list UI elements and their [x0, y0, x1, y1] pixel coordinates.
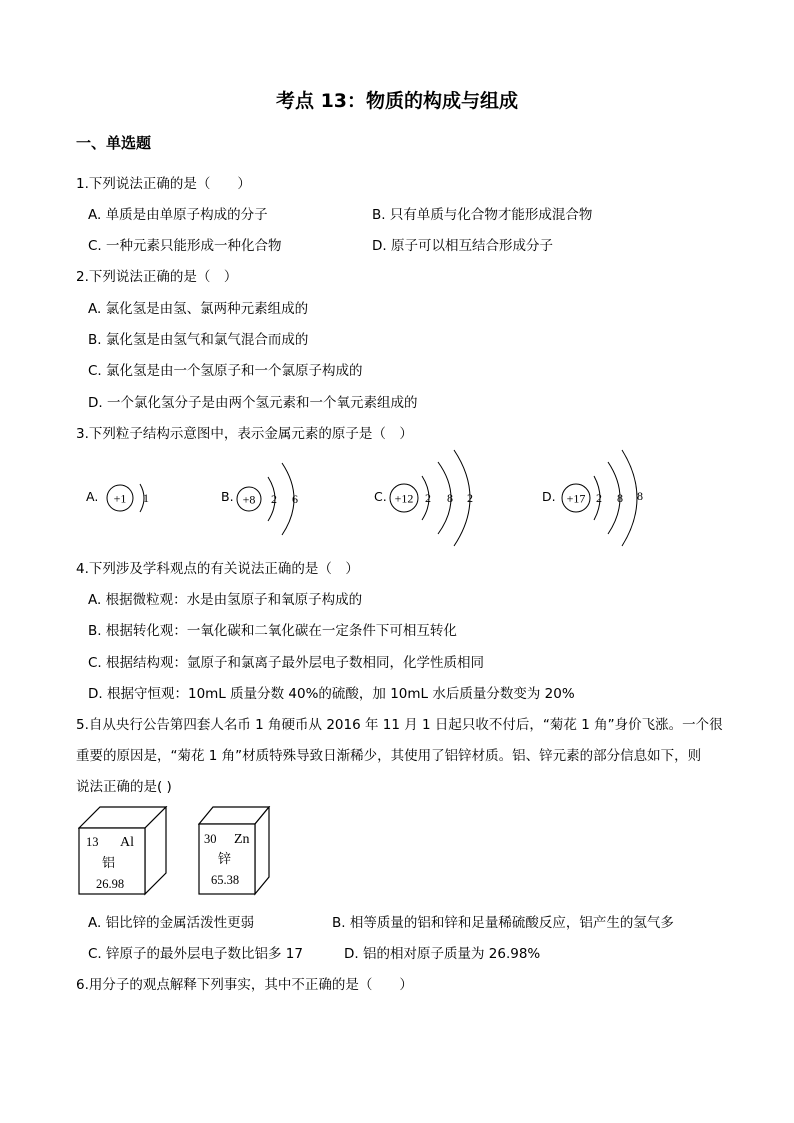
question-5-stem-line-2: 重要的原因是，“菊花 1 角”材质特殊导致日渐稀少，其使用了铝锌材质。铝、锌元素的部分信息如下，则: [76, 748, 702, 764]
question-4-stem: 4.下列涉及学科观点的有关说法正确的是（ ）: [76, 561, 359, 577]
element-al-atomic-number: 13: [86, 835, 99, 849]
atom-c-nucleus-charge: +12: [394, 491, 414, 506]
element-al-atomic-mass: 26.98: [96, 877, 125, 891]
element-card-aluminum: [78, 806, 170, 898]
atom-d-shell-electrons-3: 8: [637, 489, 643, 503]
atom-a-label: A.: [86, 489, 99, 504]
atom-d-shell-electrons-1: 2: [596, 491, 602, 505]
atom-b-diagram: [232, 455, 312, 543]
question-5-option-d: D. 铝的相对原子质量为 26.98%: [344, 946, 541, 962]
question-2-option-a: A. 氯化氢是由氢、氯两种元素组成的: [88, 301, 309, 317]
element-card-zinc: [198, 806, 272, 896]
section-heading: 一、单选题: [76, 134, 152, 152]
question-4-option-d: D. 根据守恒观：10mL 质量分数 40%的硫酸，加 10mL 水后质量分数变为 20%: [88, 686, 575, 702]
question-2-stem: 2.下列说法正确的是（ ）: [76, 269, 238, 285]
atom-b-nucleus-charge: +8: [242, 492, 256, 507]
question-4-option-c: C. 根据结构观：氩原子和氯离子最外层电子数相同，化学性质相同: [88, 655, 485, 671]
question-5-stem-line-3: 说法正确的是( ): [76, 779, 172, 795]
question-5-option-a: A. 铝比锌的金属活泼性更弱: [88, 915, 255, 931]
atom-a-shell-electrons-1: 1: [143, 491, 149, 505]
question-1-option-d: D. 原子可以相互结合形成分子: [372, 238, 553, 254]
atom-a-nucleus-charge: +1: [113, 491, 127, 506]
atom-d-diagram: [560, 448, 656, 550]
element-zn-symbol: Zn: [234, 832, 250, 847]
question-1-option-c: C. 一种元素只能形成一种化合物: [88, 238, 282, 254]
question-2-option-c: C. 氯化氢是由一个氢原子和一个氯原子构成的: [88, 363, 363, 379]
atom-c-label: C.: [374, 489, 387, 504]
question-4-option-b: B. 根据转化观：一氧化碳和二氧化碳在一定条件下可相互转化: [88, 623, 457, 639]
atom-d-label: D.: [542, 489, 556, 504]
element-zn-atomic-mass: 65.38: [211, 873, 240, 887]
atom-c-shell-electrons-1: 2: [425, 491, 431, 505]
question-1-option-b: B. 只有单质与化合物才能形成混合物: [372, 207, 593, 223]
element-zn-atomic-number: 30: [204, 832, 217, 846]
question-1-option-a: A. 单质是由单原子构成的分子: [88, 207, 268, 223]
atom-c-shell-electrons-2: 8: [447, 491, 453, 505]
atom-a-diagram: [100, 470, 170, 526]
question-2-option-b: B. 氯化氢是由氢气和氯气混合而成的: [88, 332, 309, 348]
atom-d-shell-arc-3: [622, 450, 637, 546]
atom-c-diagram: [386, 448, 490, 550]
element-al-symbol: Al: [120, 835, 134, 850]
atom-b-shell-electrons-2: 6: [292, 492, 298, 506]
atom-b-label: B.: [221, 489, 234, 504]
question-6-stem: 6.用分子的观点解释下列事实，其中不正确的是（ ）: [76, 977, 413, 993]
element-al-name: 铝: [102, 856, 116, 871]
element-zn-name: 锌: [218, 852, 232, 867]
question-5-option-b: B. 相等质量的铝和锌和足量稀硫酸反应，铝产生的氢气多: [332, 915, 674, 931]
question-4-option-a: A. 根据微粒观：水是由氢原子和氧原子构成的: [88, 592, 363, 608]
question-5-option-c: C. 锌原子的最外层电子数比铝多 17: [88, 946, 303, 962]
question-1-stem: 1.下列说法正确的是（ ）: [76, 176, 251, 192]
question-3-stem: 3.下列粒子结构示意图中，表示金属元素的原子是（ ）: [76, 426, 413, 442]
question-5-stem-line-1: 5.自从央行公告第四套人名币 1 角硬币从 2016 年 11 月 1 日起只收不付后，“菊花 1 角”身价飞涨。一个很: [76, 717, 723, 733]
atom-b-shell-electrons-1: 2: [271, 492, 277, 506]
atom-d-shell-electrons-2: 8: [617, 491, 623, 505]
page-title: 考点 13：物质的构成与组成: [275, 90, 519, 112]
question-2-option-d: D. 一个氯化氢分子是由两个氢元素和一个氧元素组成的: [88, 395, 418, 411]
atom-c-shell-electrons-3: 2: [467, 491, 473, 505]
atom-d-nucleus-charge: +17: [566, 491, 586, 506]
